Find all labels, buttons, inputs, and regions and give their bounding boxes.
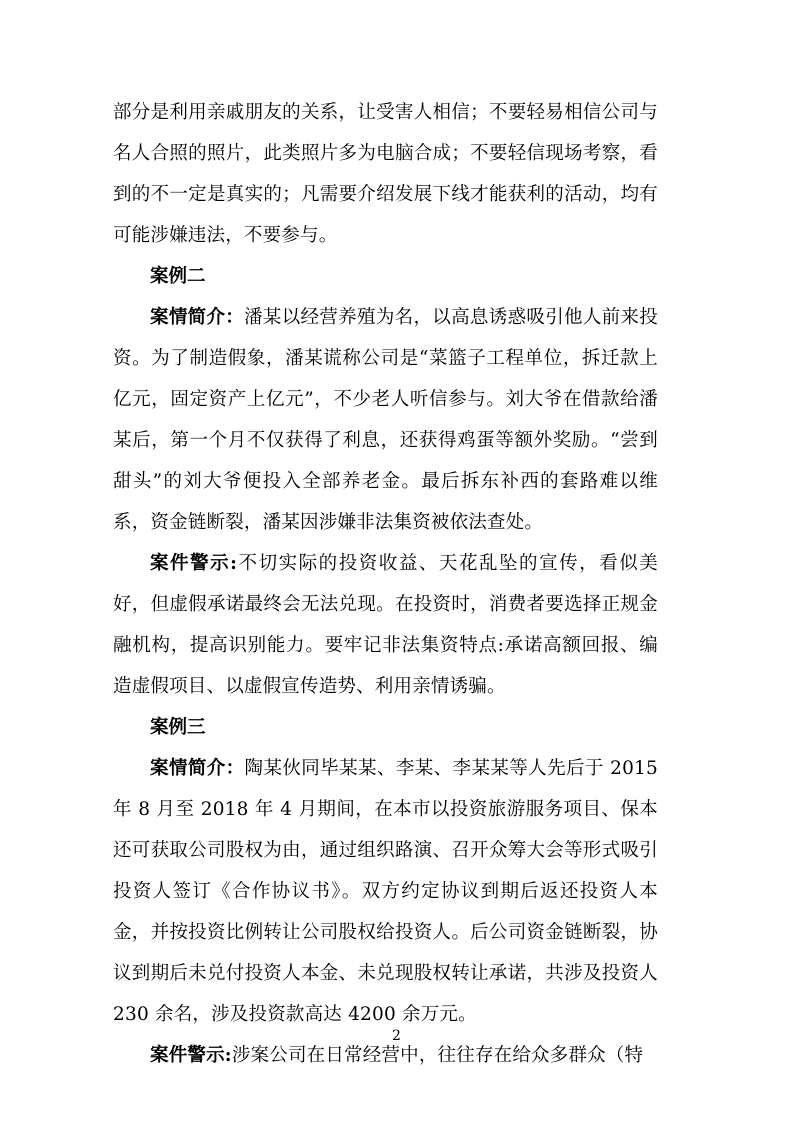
- text-case-three-summary: 陶某伙同毕某某、李某、李某某等人先后于 2015 年 8 月至 2018 年 4 月期间，在本市以投资旅游服务项目、保本还可获取公司股权为由，通过组织路演、召开众筹大会等形式吸引投资人签订《合作协议书》。双方约定协议到期后返还投资人本金，并按投资比例转让公司股权给投资人。后公司资金链断裂，协议到期后未兑付投资人本金、未兑现股权转让承诺，共涉及投资人 230 余名，涉及投资款高达 4200 余万元。: [113, 758, 658, 1025]
- text-case-two-summary: 潘某以经营养殖为名，以高息诱惑吸引他人前来投资。为了制造假象，潘某谎称公司是“菜篮子工程单位，拆迁款上亿元，固定资产上亿元”，不少老人听信参与。刘大爷在借款给潘某后，第一个月不仅获得了利息，还获得鸡蛋等额外奖励。“尝到甜头”的刘大爷便投入全部养老金。最后拆东补西的套路难以维系，资金链断裂，潘某因涉嫌非法集资被依法查处。: [113, 307, 658, 533]
- label-case-summary-two: 案情简介：: [150, 307, 245, 328]
- label-case-warning-two: 案件警示:: [150, 553, 238, 574]
- heading-case-two: 案例二: [150, 266, 206, 287]
- page-content: [113, 92, 658, 1076]
- page-number: 2: [392, 1028, 401, 1044]
- text-case-two-warning: 不切实际的投资收益、天花乱坠的宣传，看似美好，但虚假承诺最终会无法兑现。在投资时，消费者要选择正规金融机构，提高识别能力。要牢记非法集资特点:承诺高额回报、编造虚假项目、以虚假宣传造势、利用亲情诱骗。: [113, 553, 658, 697]
- paragraph-case-two-summary: [113, 297, 658, 543]
- paragraph-continued: 部分是利用亲戚朋友的关系，让受害人相信；不要轻易相信公司与名人合照的照片，此类照片多为电脑合成；不要轻信现场考察，看到的不一定是真实的；凡需要介绍发展下线才能获利的活动，均有可能涉嫌违法，不要参与。: [113, 102, 658, 246]
- label-case-summary-three: 案情简介：: [150, 758, 245, 779]
- paragraph-case-two-warning: [113, 543, 658, 707]
- text-case-three-warning: 涉案公司在日常经营中，往往存在给众多群众（特: [231, 1045, 644, 1066]
- label-case-warning-three: 案件警示:: [150, 1045, 232, 1066]
- heading-case-three: 案例三: [150, 717, 206, 738]
- paragraph-case-three-summary: [113, 748, 658, 1035]
